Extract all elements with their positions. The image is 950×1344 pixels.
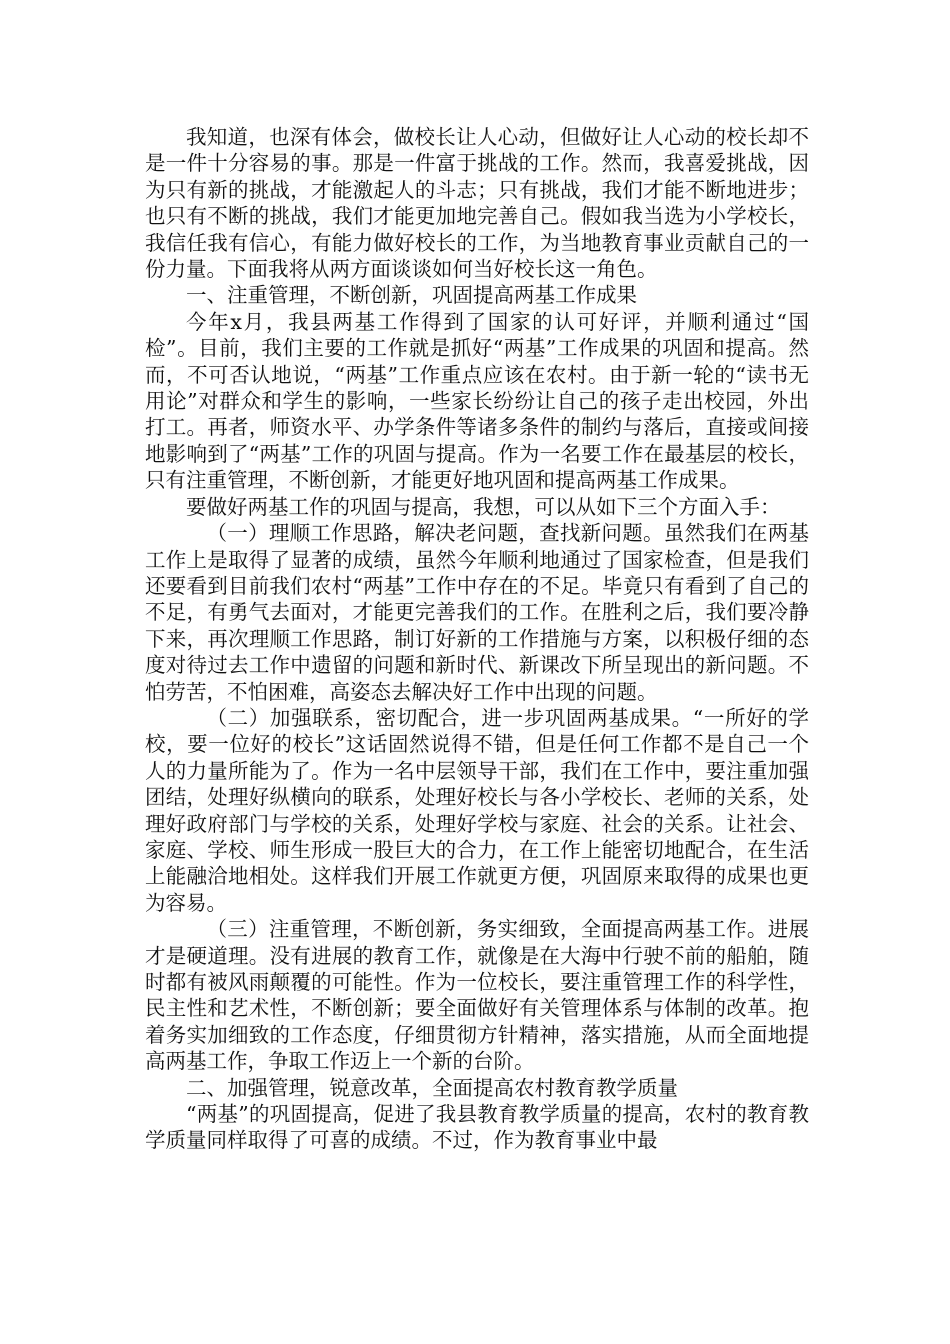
section-heading-1: 一、注重管理，不断创新，巩固提高两基工作成果: [186, 283, 637, 308]
section-heading-2: 二、加强管理，锐意改革，全面提高农村教育教学质量: [186, 1075, 678, 1100]
paragraph-point-3: （三）注重管理，不断创新，务实细致，全面提高两基工作。进展才是硬道理。没有进展的教育工作，就像是在大海中行驶不前的船舶，随时都有被风雨颠覆的可能性。作为一位校长，要注重管理工作的科学性，民主性和艺术性，不断创新；要全面做好有关管理体系与体制的改革。抱着务实加细致的工作态度，仔细贯彻方针精神，落实措施，从而全面地提高两基工作，争取工作迈上一个新的台阶。: [145, 917, 809, 1074]
paragraph-three-aspects: 要做好两基工作的巩固与提高，我想，可以从如下三个方面入手：: [186, 494, 781, 519]
document-body: [145, 124, 809, 1154]
paragraph-section1-body: 今年x月，我县两基工作得到了国家的认可好评，并顺利通过“国检”。目前，我们主要的工作就是抓好“两基”工作成果的巩固和提高。然而，不可否认地说，“两基”工作重点应该在农村。由于新一轮的“读书无用论”对群众和学生的影响，一些家长纷纷让自己的孩子走出校园，外出打工。再者，师资水平、办学条件等诸多条件的制约与落后，直接或间接地影响到了“两基”工作的巩固与提高。作为一名要工作在最基层的校长，只有注重管理，不断创新，才能更好地巩固和提高两基工作成果。: [145, 309, 809, 493]
paragraph-intro: 我知道，也深有体会，做校长让人心动，但做好让人心动的校长却不是一件十分容易的事。那是一件富于挑战的工作。然而，我喜爱挑战，因为只有新的挑战，才能激起人的斗志；只有挑战，我们才能不断地进步；也只有不断的挑战，我们才能更加地完善自己。假如我当选为小学校长，我信任我有信心，有能力做好校长的工作，为当地教育事业贡献自己的一份力量。下面我将从两方面谈谈如何当好校长这一角色。: [145, 125, 809, 282]
paragraph-point-1: （一）理顺工作思路，解决老问题，查找新问题。虽然我们在两基工作上是取得了显著的成绩，虽然今年顺利地通过了国家检查，但是我们还要看到目前我们农村“两基”工作中存在的不足。毕竟只有看到了自己的不足，有勇气去面对，才能更完善我们的工作。在胜利之后，我们要冷静下来，再次理顺工作思路，制订好新的工作措施与方案，以积极仔细的态度对待过去工作中遗留的问题和新时代、新课改下所呈现出的新问题。不怕劳苦，不怕困难，高姿态去解决好工作中出现的问题。: [145, 521, 809, 704]
paragraph-point-2: （二）加强联系，密切配合，进一步巩固两基成果。“一所好的学校，要一位好的校长”这话固然说得不错，但是任何工作都不是自己一个人的力量所能为了。作为一名中层领导干部，我们在工作中，要注重加强团结，处理好纵横向的联系，处理好校长与各小学校长、老师的关系，处理好政府部门与学校的关系，处理好学校与家庭、社会的关系。让社会、家庭、学校、师生形成一股巨大的合力，在工作上能密切地配合，在生活上能融洽地相处。这样我们开展工作就更方便，巩固原来取得的成果也更为容易。: [145, 705, 809, 915]
paragraph-section2-body: “两基”的巩固提高，促进了我县教育教学质量的提高，农村的教育教学质量同样取得了可喜的成绩。不过，作为教育事业中最: [145, 1102, 809, 1153]
